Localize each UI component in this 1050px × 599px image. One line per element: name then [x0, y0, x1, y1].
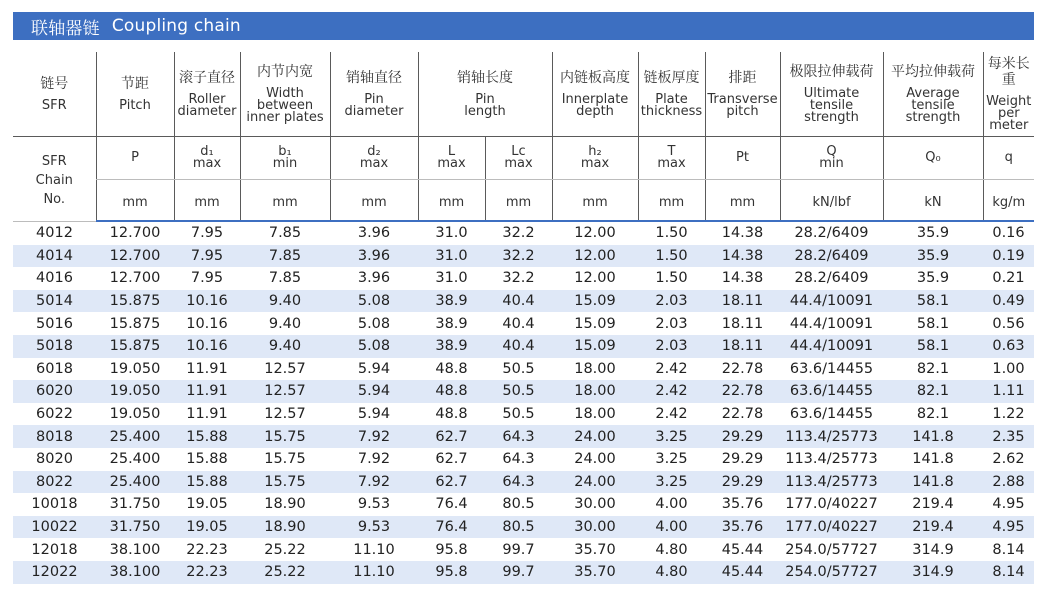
cell-plate-thickness: 4.00	[655, 496, 688, 513]
cell-chain-no: 6022	[36, 406, 73, 423]
cell-average-tensile: 58.1	[883, 335, 983, 358]
cell-weight-per-meter: 0.21	[992, 270, 1025, 287]
cell-chain-no: 4016	[36, 270, 73, 287]
cell-chain-no: 8020	[36, 451, 73, 468]
cell-pin-diameter: 9.53	[330, 516, 418, 539]
cell-weight-per-meter: 4.95	[983, 516, 1034, 539]
cell-pin-length-L: 31.0	[435, 225, 468, 242]
coupling-chain-spec-table	[13, 52, 1034, 584]
unit-plate: mm	[638, 180, 705, 222]
cell-pin-length-Lc: 40.4	[502, 315, 535, 332]
cell-pitch: 19.050	[96, 380, 174, 403]
header-plate-thickness: 链板厚度 Plate thickness	[638, 52, 705, 137]
cell-plate-thickness: 3.25	[638, 425, 705, 448]
cell-pin-length-L: 31.0	[435, 270, 468, 287]
cell-pin-diameter: 5.94	[357, 406, 391, 423]
cell-pin-length-Lc: 99.7	[502, 541, 535, 558]
header-pin-diameter: 销轴直径 Pin diameter	[330, 52, 418, 137]
cell-chain-no: 5014	[13, 290, 96, 313]
cell-ultimate-tensile: 28.2/6409	[794, 270, 869, 287]
cell-pin-length-L: 76.4	[435, 496, 468, 513]
cell-pin-length-L: 48.8	[435, 406, 468, 423]
cell-weight-per-meter: 8.14	[983, 561, 1034, 584]
cell-transverse-pitch: 14.38	[721, 270, 764, 287]
cell-pin-length-L: 95.8	[418, 561, 485, 584]
cell-ultimate-tensile: 254.0/57727	[785, 541, 878, 558]
cell-pitch: 31.750	[96, 516, 174, 539]
cell-pitch: 19.050	[109, 360, 161, 377]
header-pin-length: 销轴长度 Pin length	[418, 52, 552, 137]
cell-plate-thickness: 2.42	[655, 360, 688, 377]
cell-plate-thickness: 2.03	[638, 290, 705, 313]
cell-pin-length-L: 38.9	[418, 335, 485, 358]
cell-roller-diameter: 7.95	[190, 225, 224, 242]
cell-pin-diameter: 3.96	[357, 270, 391, 287]
cell-pin-diameter: 7.92	[330, 471, 418, 494]
cell-chain-no: 6018	[36, 360, 73, 377]
cell-weight-per-meter: 4.95	[992, 496, 1025, 513]
cell-chain-no: 10022	[13, 516, 96, 539]
header-roller-diameter: 滚子直径 Roller diameter	[174, 52, 240, 137]
symbol-ultimate: Q min	[780, 137, 883, 180]
table-row	[13, 538, 1034, 561]
cell-innerplate-depth: 12.00	[552, 245, 638, 268]
cell-width: 9.40	[240, 335, 330, 358]
title-cn: 联轴器链	[31, 18, 100, 39]
cell-pin-diameter: 7.92	[330, 425, 418, 448]
table-row	[13, 335, 1034, 358]
cell-average-tensile: 314.9	[912, 541, 954, 558]
cell-pin-length-L: 38.9	[418, 290, 485, 313]
cell-pin-length-L: 31.0	[418, 245, 485, 268]
symbol-transverse: Pt	[705, 137, 780, 180]
cell-pitch: 15.875	[96, 335, 174, 358]
unit-Lc: mm	[485, 180, 552, 222]
table-row	[13, 380, 1034, 403]
cell-width: 9.40	[240, 290, 330, 313]
header-chain-no: 链号 SFR	[13, 52, 96, 137]
cell-transverse-pitch: 29.29	[705, 471, 780, 494]
cell-width: 7.85	[268, 270, 302, 287]
cell-innerplate-depth: 35.70	[552, 561, 638, 584]
cell-pin-diameter: 5.94	[357, 360, 391, 377]
header-sfr-chain-no: SFR Chain No.	[13, 137, 96, 222]
cell-pin-length-L: 62.7	[418, 471, 485, 494]
header-innerplate-depth: 内链板高度 Innerplate depth	[552, 52, 638, 137]
symbol-plate: T max	[638, 137, 705, 180]
cell-average-tensile: 82.1	[883, 380, 983, 403]
cell-pitch: 19.050	[109, 406, 161, 423]
title-en: Coupling chain	[111, 16, 241, 36]
table-row	[13, 493, 1034, 516]
cell-pin-length-Lc: 50.5	[485, 380, 552, 403]
cell-pin-length-Lc: 32.2	[485, 245, 552, 268]
cell-roller-diameter: 10.16	[174, 335, 240, 358]
cell-innerplate-depth: 24.00	[552, 425, 638, 448]
cell-pitch: 31.750	[109, 496, 161, 513]
table-row	[13, 267, 1034, 290]
unit-weight: kg/m	[983, 180, 1034, 222]
symbol-L: L max	[418, 137, 485, 180]
header-ultimate-tensile: 极限拉伸载荷 Ultimate tensile strength	[780, 52, 883, 137]
cell-transverse-pitch: 29.29	[705, 425, 780, 448]
cell-pin-length-Lc: 50.5	[502, 406, 535, 423]
symbol-roller: d₁ max	[174, 137, 240, 180]
cell-pitch: 15.875	[96, 290, 174, 313]
table-row	[13, 358, 1034, 381]
cell-average-tensile: 35.9	[916, 225, 950, 242]
unit-transverse: mm	[705, 180, 780, 222]
header-weight-per-meter: 每米长重 Weight per meter	[983, 52, 1034, 137]
cell-innerplate-depth: 35.70	[574, 541, 616, 558]
cell-pin-diameter: 11.10	[330, 561, 418, 584]
cell-width: 15.75	[264, 451, 306, 468]
cell-width: 7.85	[240, 245, 330, 268]
table-row	[13, 290, 1034, 313]
cell-roller-diameter: 11.91	[186, 360, 228, 377]
unit-L: mm	[418, 180, 485, 222]
cell-weight-per-meter: 1.00	[992, 360, 1025, 377]
cell-width: 7.85	[268, 225, 302, 242]
cell-average-tensile: 35.9	[916, 270, 950, 287]
cell-ultimate-tensile: 177.0/40227	[780, 516, 883, 539]
cell-pin-diameter: 3.96	[357, 225, 391, 242]
cell-average-tensile: 82.1	[916, 406, 950, 423]
header-width-inner-plates: 内节内宽 Width between inner plates	[240, 52, 330, 137]
cell-transverse-pitch: 35.76	[721, 496, 764, 513]
cell-roller-diameter: 15.88	[186, 451, 228, 468]
table-row	[13, 561, 1034, 584]
cell-chain-no: 8018	[13, 425, 96, 448]
cell-pin-length-Lc: 80.5	[502, 496, 535, 513]
cell-transverse-pitch: 22.78	[721, 360, 764, 377]
cell-pin-length-Lc: 40.4	[485, 335, 552, 358]
header-pitch: 节距 Pitch	[96, 52, 174, 137]
cell-innerplate-depth: 15.09	[574, 315, 616, 332]
cell-pin-diameter: 5.08	[357, 315, 391, 332]
cell-ultimate-tensile: 254.0/57727	[780, 561, 883, 584]
cell-width: 15.75	[240, 471, 330, 494]
cell-weight-per-meter: 2.35	[983, 425, 1034, 448]
cell-width: 18.90	[240, 516, 330, 539]
cell-roller-diameter: 19.05	[186, 496, 228, 513]
cell-width: 12.57	[240, 380, 330, 403]
table-row	[13, 403, 1034, 426]
cell-roller-diameter: 7.95	[174, 245, 240, 268]
unit-pitch: mm	[96, 180, 174, 222]
cell-chain-no: 4014	[13, 245, 96, 268]
cell-pin-length-Lc: 40.4	[485, 290, 552, 313]
unit-width: mm	[240, 180, 330, 222]
cell-transverse-pitch: 45.44	[705, 561, 780, 584]
cell-average-tensile: 219.4	[912, 496, 954, 513]
cell-transverse-pitch: 18.11	[705, 290, 780, 313]
cell-weight-per-meter: 0.16	[992, 225, 1025, 242]
cell-innerplate-depth: 12.00	[574, 225, 616, 242]
cell-pin-diameter: 7.92	[357, 451, 391, 468]
cell-roller-diameter: 15.88	[174, 471, 240, 494]
cell-roller-diameter: 10.16	[186, 315, 228, 332]
cell-pin-length-Lc: 50.5	[502, 360, 535, 377]
cell-transverse-pitch: 22.78	[705, 380, 780, 403]
table-row	[13, 312, 1034, 335]
cell-roller-diameter: 22.23	[186, 541, 228, 558]
symbol-Lc: Lc max	[485, 137, 552, 180]
cell-pin-length-L: 62.7	[435, 451, 468, 468]
cell-transverse-pitch: 18.11	[705, 335, 780, 358]
unit-innerplate: mm	[552, 180, 638, 222]
cell-plate-thickness: 2.42	[655, 406, 688, 423]
symbol-pin-diameter: d₂ max	[330, 137, 418, 180]
cell-innerplate-depth: 30.00	[552, 516, 638, 539]
cell-innerplate-depth: 24.00	[574, 451, 616, 468]
cell-plate-thickness: 1.50	[655, 225, 688, 242]
cell-innerplate-depth: 15.09	[552, 290, 638, 313]
cell-width: 12.57	[264, 360, 306, 377]
cell-plate-thickness: 4.80	[655, 541, 688, 558]
cell-transverse-pitch: 18.11	[721, 315, 764, 332]
symbol-weight: q	[983, 137, 1034, 180]
cell-ultimate-tensile: 113.4/25773	[780, 425, 883, 448]
table-header	[13, 52, 1034, 221]
unit-pin-diameter: mm	[330, 180, 418, 222]
cell-ultimate-tensile: 113.4/25773	[785, 451, 878, 468]
title-bar	[13, 12, 1034, 40]
cell-plate-thickness: 2.03	[638, 335, 705, 358]
cell-pitch: 38.100	[96, 561, 174, 584]
cell-average-tensile: 141.8	[883, 471, 983, 494]
cell-weight-per-meter: 1.11	[983, 380, 1034, 403]
cell-pin-length-Lc: 99.7	[485, 561, 552, 584]
cell-average-tensile: 82.1	[916, 360, 950, 377]
cell-transverse-pitch: 29.29	[721, 451, 764, 468]
cell-ultimate-tensile: 63.6/14455	[789, 360, 874, 377]
cell-weight-per-meter: 8.14	[992, 541, 1025, 558]
cell-weight-per-meter: 0.49	[983, 290, 1034, 313]
cell-average-tensile: 35.9	[883, 245, 983, 268]
cell-width: 15.75	[240, 425, 330, 448]
cell-chain-no: 10018	[31, 496, 78, 513]
cell-innerplate-depth: 30.00	[574, 496, 616, 513]
cell-transverse-pitch: 45.44	[721, 541, 764, 558]
cell-innerplate-depth: 15.09	[552, 335, 638, 358]
cell-pin-diameter: 5.94	[330, 380, 418, 403]
cell-average-tensile: 141.8	[912, 451, 954, 468]
cell-weight-per-meter: 0.19	[983, 245, 1034, 268]
cell-ultimate-tensile: 63.6/14455	[789, 406, 874, 423]
cell-ultimate-tensile: 28.2/6409	[780, 245, 883, 268]
cell-pin-length-L: 95.8	[435, 541, 468, 558]
cell-innerplate-depth: 12.00	[574, 270, 616, 287]
cell-width: 25.22	[264, 541, 306, 558]
cell-pin-diameter: 3.96	[330, 245, 418, 268]
cell-transverse-pitch: 22.78	[721, 406, 764, 423]
cell-transverse-pitch: 14.38	[705, 245, 780, 268]
cell-innerplate-depth: 24.00	[552, 471, 638, 494]
cell-pin-length-Lc: 64.3	[485, 471, 552, 494]
cell-width: 18.90	[264, 496, 306, 513]
cell-roller-diameter: 10.16	[174, 290, 240, 313]
cell-pin-length-Lc: 32.2	[502, 270, 535, 287]
symbol-width: b₁ min	[240, 137, 330, 180]
cell-pitch: 12.700	[96, 245, 174, 268]
cell-ultimate-tensile: 63.6/14455	[780, 380, 883, 403]
unit-roller: mm	[174, 180, 240, 222]
cell-ultimate-tensile: 113.4/25773	[780, 471, 883, 494]
cell-average-tensile: 141.8	[883, 425, 983, 448]
cell-pitch: 12.700	[109, 270, 161, 287]
table-row	[13, 471, 1034, 494]
cell-average-tensile: 58.1	[916, 315, 950, 332]
cell-roller-diameter: 11.91	[174, 380, 240, 403]
cell-plate-thickness: 3.25	[655, 451, 688, 468]
unit-ultimate: kN/lbf	[780, 180, 883, 222]
cell-chain-no: 5016	[36, 315, 73, 332]
cell-chain-no: 12018	[31, 541, 78, 558]
cell-pin-length-L: 48.8	[418, 380, 485, 403]
cell-chain-no: 8022	[13, 471, 96, 494]
unit-average: kN	[883, 180, 983, 222]
cell-pin-length-Lc: 64.3	[485, 425, 552, 448]
cell-pitch: 25.400	[96, 425, 174, 448]
cell-pin-length-Lc: 64.3	[502, 451, 535, 468]
cell-weight-per-meter: 1.22	[992, 406, 1025, 423]
table-row	[13, 245, 1034, 268]
cell-pitch: 15.875	[109, 315, 161, 332]
cell-ultimate-tensile: 44.4/10091	[780, 335, 883, 358]
symbol-innerplate: h₂ max	[552, 137, 638, 180]
cell-chain-no: 12022	[13, 561, 96, 584]
cell-pin-length-L: 62.7	[418, 425, 485, 448]
cell-weight-per-meter: 0.63	[983, 335, 1034, 358]
cell-transverse-pitch: 14.38	[721, 225, 764, 242]
cell-ultimate-tensile: 44.4/10091	[780, 290, 883, 313]
cell-plate-thickness: 4.80	[638, 561, 705, 584]
cell-roller-diameter: 7.95	[190, 270, 224, 287]
cell-average-tensile: 219.4	[883, 516, 983, 539]
symbol-average: Q₀	[883, 137, 983, 180]
cell-pin-length-L: 48.8	[435, 360, 468, 377]
symbol-pitch: P	[96, 137, 174, 180]
cell-pin-diameter: 11.10	[353, 541, 395, 558]
cell-ultimate-tensile: 44.4/10091	[789, 315, 874, 332]
cell-ultimate-tensile: 28.2/6409	[794, 225, 869, 242]
cell-width: 12.57	[264, 406, 306, 423]
cell-weight-per-meter: 2.62	[992, 451, 1025, 468]
cell-width: 25.22	[240, 561, 330, 584]
cell-transverse-pitch: 35.76	[705, 516, 780, 539]
cell-innerplate-depth: 18.00	[552, 380, 638, 403]
cell-pin-length-Lc: 80.5	[485, 516, 552, 539]
cell-pin-diameter: 9.53	[357, 496, 391, 513]
cell-pin-length-L: 76.4	[418, 516, 485, 539]
cell-weight-per-meter: 0.56	[992, 315, 1025, 332]
cell-plate-thickness: 2.03	[655, 315, 688, 332]
cell-chain-no: 6020	[13, 380, 96, 403]
cell-roller-diameter: 15.88	[174, 425, 240, 448]
cell-average-tensile: 314.9	[883, 561, 983, 584]
cell-plate-thickness: 4.00	[638, 516, 705, 539]
cell-pitch: 25.400	[96, 471, 174, 494]
cell-plate-thickness: 1.50	[638, 245, 705, 268]
cell-width: 9.40	[268, 315, 302, 332]
cell-pin-length-Lc: 32.2	[502, 225, 535, 242]
cell-chain-no: 4012	[36, 225, 73, 242]
cell-chain-no: 5018	[13, 335, 96, 358]
header-average-tensile: 平均拉伸载荷 Average tensile strength	[883, 52, 983, 137]
cell-pitch: 25.400	[109, 451, 161, 468]
cell-pin-diameter: 5.08	[330, 335, 418, 358]
cell-roller-diameter: 11.91	[186, 406, 228, 423]
cell-weight-per-meter: 2.88	[983, 471, 1034, 494]
cell-average-tensile: 58.1	[883, 290, 983, 313]
table-row	[13, 516, 1034, 539]
cell-innerplate-depth: 18.00	[574, 360, 616, 377]
cell-innerplate-depth: 18.00	[574, 406, 616, 423]
cell-pin-diameter: 5.08	[330, 290, 418, 313]
cell-roller-diameter: 19.05	[174, 516, 240, 539]
table-row	[13, 448, 1034, 471]
cell-plate-thickness: 1.50	[655, 270, 688, 287]
cell-plate-thickness: 2.42	[638, 380, 705, 403]
cell-ultimate-tensile: 177.0/40227	[785, 496, 878, 513]
table-row	[13, 425, 1034, 448]
table-row	[13, 221, 1034, 245]
cell-roller-diameter: 22.23	[174, 561, 240, 584]
table-body	[13, 221, 1034, 584]
cell-pitch: 38.100	[109, 541, 161, 558]
header-transverse-pitch: 排距 Transverse pitch	[705, 52, 780, 137]
cell-pin-length-L: 38.9	[435, 315, 468, 332]
cell-plate-thickness: 3.25	[638, 471, 705, 494]
cell-pitch: 12.700	[109, 225, 161, 242]
